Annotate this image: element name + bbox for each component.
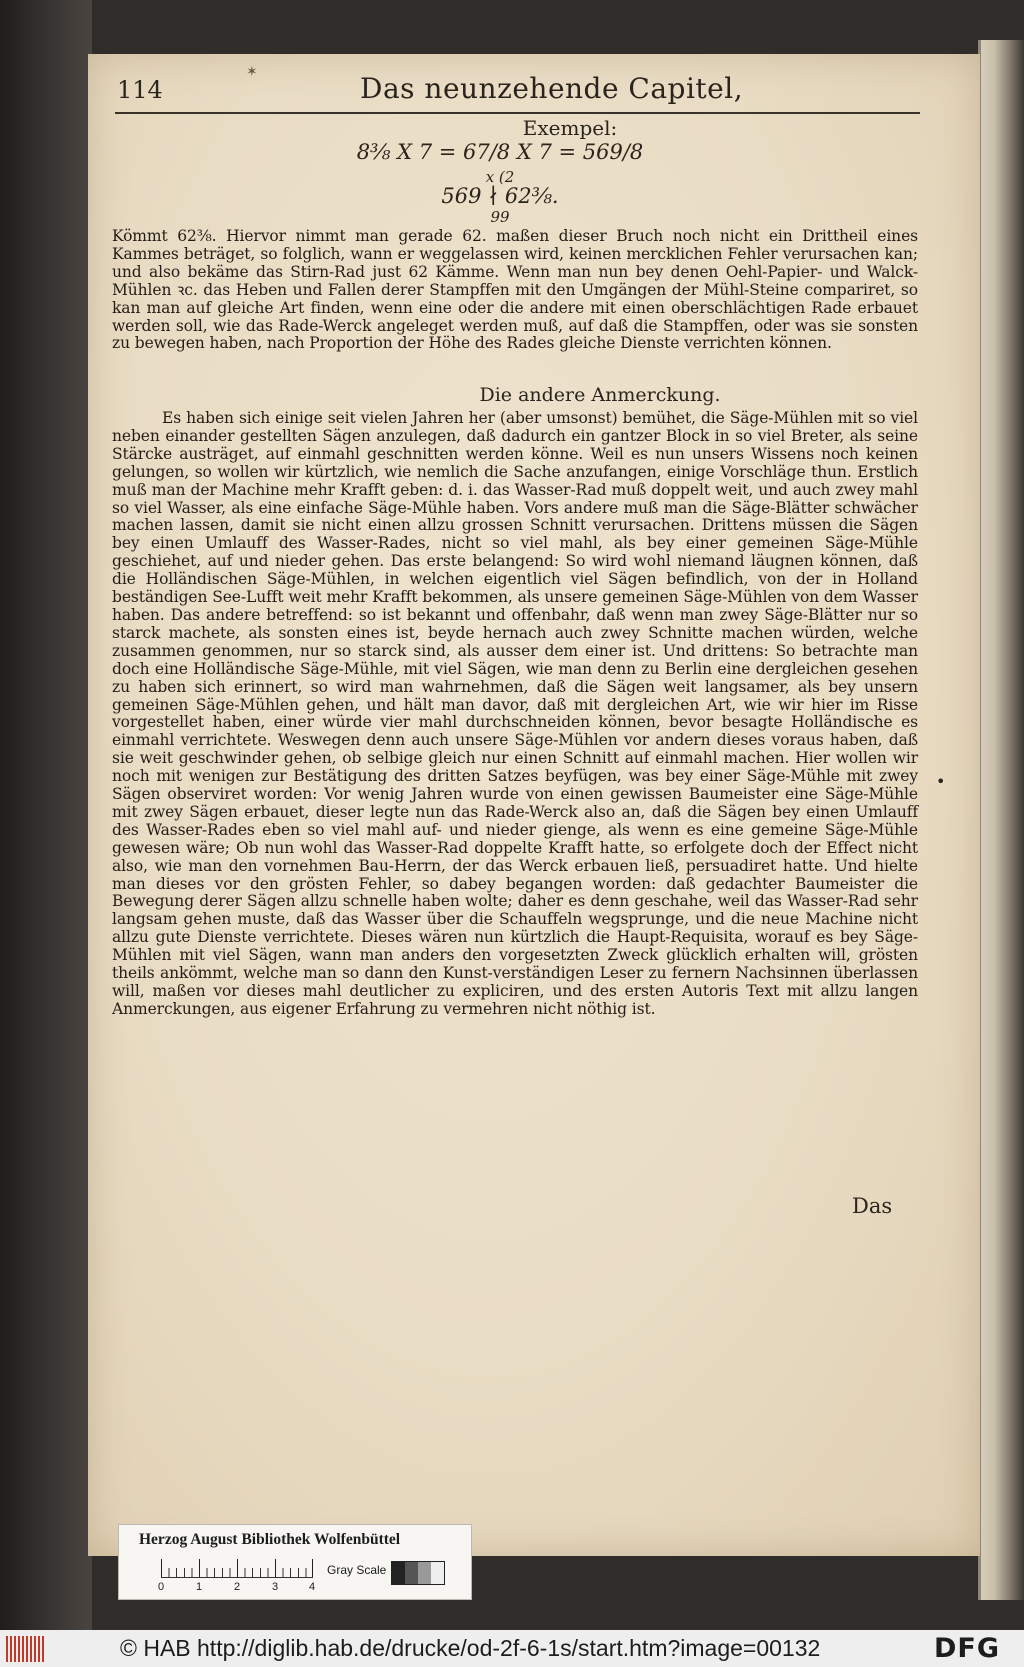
ruler-number: 4: [309, 1581, 316, 1593]
ruler-number: 2: [234, 1581, 241, 1593]
math-line-4: 99: [490, 208, 510, 226]
ruler-number: 1: [196, 1581, 203, 1593]
facing-page-edge: [978, 40, 1024, 1600]
section-heading: Die andere Anmerckung.: [479, 384, 721, 406]
math-line-2: x (2: [485, 168, 515, 186]
ruler-major-tick: [199, 1559, 200, 1577]
grayscale-bar: [391, 1561, 445, 1585]
ruler-major-tick: [275, 1559, 276, 1577]
dfg-logo: DFG: [934, 1633, 1001, 1664]
ruler-number: 0: [158, 1581, 165, 1593]
ruler-major-tick: [161, 1559, 162, 1577]
paragraph-1: Kömmt 62⅜. Hiervor nimmt man gerade 62. maßen dieser Bruch noch nicht ein Drittheil eines Kammes beträget, so folglich, wann er weggelassen wird, keinen mercklichen Fehler verursachen kan; und also bekäme das Stirn-Rad just 62 Kämme. Wenn man nun bey denen Oehl-Papier- und Walck-Mühlen ꝛc. das Heben und Fallen derer Stampffen mit den Umgängen der Mühl-Steine compariret, so kan man auf gleiche Art finden, wenn eine oder die andere mit einen oberschlächtigen Rade erbauet werden soll, wie das Rade-Werck angeleget werden muß, auf daß die Stampffen, oder was sie sonsten zu bewegen haben, nach Proportion der Höhe des Rades gleiche Dienste verrichten können.: [112, 227, 918, 353]
catchword: Das: [852, 1194, 893, 1218]
ruler-major-tick: [312, 1559, 313, 1577]
math-line-3: 569 ∤ 62⅜.: [441, 184, 559, 208]
page-number: 114: [117, 76, 163, 104]
scan-background-left: [0, 0, 92, 1630]
grayscale-label: Gray Scale: [327, 1563, 387, 1577]
ruler-major-tick: [237, 1559, 238, 1577]
header-rule: [115, 112, 920, 114]
ruler-number: 3: [272, 1581, 279, 1593]
running-head: Das neunzehende Capitel,: [360, 72, 744, 105]
calibration-title: Herzog August Bibliothek Wolfenbüttel: [139, 1531, 401, 1548]
math-line-1: 8⅜ X 7 = 67/8 X 7 = 569/8: [356, 140, 644, 164]
margin-ink-mark: •: [936, 772, 946, 791]
paragraph-2: Es haben sich einige seit vielen Jahren her (aber umsonst) bemühet, die Säge-Mühlen mit so viel neben einander gestellten Sägen anzulegen, daß dadurch ein gantzer Block in so viel Breter, als seine Stärcke austräget, auf einmahl geschnitten werden könne. Weil es nun unsers Wissens noch keinen gelungen, so wollen wir kürtzlich, wie nemlich die Sache anzufangen, einige Vorschläge thun. Erstlich muß man der Machine mehr Krafft geben: d. i. das Wasser-Rad muß doppelt weit, und auch zwey mahl so viel Wasser, als eine einfache Säge-Mühle haben. Vors andere muß man die Säge-Blätter schwächer machen lassen, damit sie nicht einen allzu grossen Schnitt verursachen. Drittens müssen die Sägen bey einen Umlauff des Wasser-Rades, nicht so viel mahl, als bey einer gemeinen Säge-Mühle geschiehet, auf und nieder gehen. Das erste belangend: So wird wohl niemand läugnen können, daß die Holländischen Säge-Mühlen, in welchen eigentlich viel Sägen befindlich, von der in Holland beständigen See-Lufft weit mehr Krafft bekommen, als unsere gemeinen Säge-Mühlen von dem Wasser haben. Das andere betreffend: so ist bekannt und offenbahr, daß wenn man zwey Säge-Blätter nur so starck machete, als sonsten eines ist, beyde hernach auch zwey Schnitte machen würden, welche zusammen genommen, nur so starck sind, als ausser dem einer ist. Und drittens: So betrachte man doch eine Holländische Säge-Mühle, mit viel Sägen, wie man denn zu Berlin eine dergleichen gesehen zu haben sich erinnert, so wird man wahrnehmen, daß die Sägen weit langsamer, als bey unsern gemeinen Säge-Mühlen gehen, und hält man davor, daß mit dergleichen Art, wie wir hier im Risse vorgestellet haben, einer würde vier mahl durchschneiden können, bevor besagte Holländische es einmahl verrichtete. Weswegen denn auch unsere Säge-Mühlen vor andern dieses voraus haben, daß sie weit geschwinder gehen, ob selbige gleich nur einen Schnitt auf einmahl machen. Hier wollen wir noch mit wenigen zur Bestätigung des dritten Satzes beyfügen, was bey einer Säge-Mühle mit zwey Sägen observiret worden: Vor wenig Jahren wurde von einen gewissen Baumeister eine Säge-Mühle mit zwey Sägen erbauet, dieser legte nun das Rade-Werck also an, daß die Sägen bey einen Umlauff des Wasser-Rades eben so viel mahl auf- und nieder gienge, als wenn es eine gemeine Säge-Mühle gewesen wäre; Ob nun wohl das Wasser-Rad doppelte Krafft hatte, so erfolgete doch der Effect nicht also, wie man den vornehmen Bau-Herrn, der das Werck erbauen ließ, persuadiret hatte. Und hielte man dieses vor den grösten Fehler, so dabey begangen worden: daß gedachter Baumeister die Bewegung derer Sägen allzu schnelle haben wolte; daher es denn geschahe, weil das Wasser-Rad sehr langsam gehen muste, daß das Wasser über die Schauffeln wegsprunge, und die neue Machine nicht allzu gute Dienste verrichtete. Dieses wären nun kürtzlich die Haupt-Requisita, worauf es bey Säge-Mühlen mit viel Sägen, wann man anders den vorgesetzten Zweck glücklich erhalten will, grösten theils ankömmt, welche man so dann den Kunst-verständigen Leser zu fernern Nachsinnen überlassen will, maßen vor dieses mahl deutlicher zu expliciren, und des ersten Autoris Text mit allzu langen Anmerckungen, aus eigener Erfahrung zu vermehren nicht nöthig ist.: [112, 409, 918, 1018]
example-title: Exempel:: [522, 116, 618, 140]
scan-smudge-mark: ✶: [246, 64, 258, 80]
calibration-card: [118, 1524, 472, 1600]
hab-logo-icon: [6, 1636, 46, 1662]
footer-url-text[interactable]: © HAB http://diglib.hab.de/drucke/od-2f-6-1s/start.htm?image=00132: [120, 1635, 821, 1661]
calibration-ruler: [161, 1559, 313, 1578]
footer-bar: [0, 1630, 1024, 1667]
